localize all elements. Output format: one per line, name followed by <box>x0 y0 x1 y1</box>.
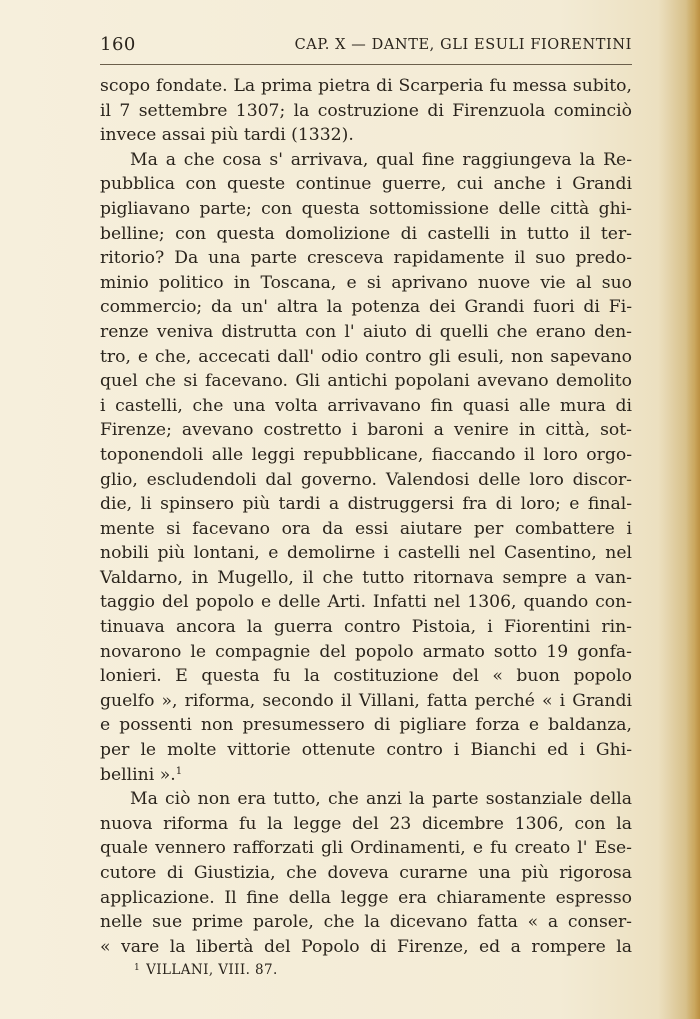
text-line: toponendoli alle leggi repubblicane, fiaccando il loro orgo- <box>100 444 632 465</box>
text-line: novarono le compagnie del popolo armato sotto 19 gonfa- <box>100 641 632 662</box>
text-line: applicazione. Il fine della legge era chiaramente espresso <box>100 887 632 908</box>
page-edge-shadow <box>686 0 700 1019</box>
text-line: taggio del popolo e delle Arti. Infatti nel 1306, quando con- <box>100 592 632 613</box>
body-text <box>100 74 632 959</box>
text-line: commercio; da un' altra la potenza dei Grandi fuori di Fi- <box>100 297 632 318</box>
page-header <box>100 34 632 58</box>
text-line: Valdarno, in Mugello, il che tutto ritornava sempre a van- <box>100 567 632 588</box>
header-rule <box>100 64 632 65</box>
text-line: renze veniva distrutta con l' aiuto di quelli che erano den- <box>100 321 632 342</box>
text-line: per le molte vittorie ottenute contro i Bianchi ed i Ghi- <box>100 740 632 761</box>
footnote <box>134 962 278 978</box>
text-line: i castelli, che una volta arrivavano fin quasi alle mura di <box>100 395 632 416</box>
text-line-content: bellini ». <box>100 764 176 785</box>
text-line: il 7 settembre 1307; la costruzione di Firenzuola cominciò <box>100 100 632 121</box>
footnote-reference: 1 <box>175 765 183 777</box>
text-line: quale vennero rafforzati gli Ordinamenti, e fu creato l' Ese- <box>100 838 632 859</box>
text-line: ritorio? Da una parte cresceva rapidamente il suo predo- <box>100 248 632 269</box>
text-line: quel che si facevano. Gli antichi popolani avevano demolito <box>100 371 632 392</box>
page-number: 160 <box>100 34 136 55</box>
text-line: minio politico in Toscana, e si aprivano nuove vie al suo <box>100 272 632 293</box>
text-line: pigliavano parte; con questa sottomissione delle città ghi- <box>100 198 632 219</box>
text-line: nelle sue prime parole, che la dicevano fatta « a conser- <box>100 912 632 933</box>
text-line <box>100 763 632 788</box>
paragraph-start-line: Ma ciò non era tutto, che anzi la parte sostanziale della <box>130 789 632 810</box>
text-line: invece assai più tardi (1332). <box>100 125 354 146</box>
text-line: guelfo », riforma, secondo il Villani, fatta perché « i Grandi <box>100 690 632 711</box>
footnote-text: VILLANI, VIII. 87. <box>146 962 278 978</box>
text-line: cutore di Giustizia, che doveva curarne una più rigorosa <box>100 863 632 883</box>
text-line: tinuava ancora la guerra contro Pistoia, i Fiorentini rin- <box>100 617 632 638</box>
paragraph-start-line: Ma a che cosa s' arrivava, qual fine raggiungeva la Re- <box>130 149 632 170</box>
text-line: mente si facevano ora da essi aiutare per combattere i <box>100 518 632 539</box>
text-line: belline; con questa domolizione di castelli in tutto il ter- <box>100 223 632 244</box>
text-line: nuova riforma fu la legge del 23 dicembre 1306, con la <box>100 813 632 834</box>
text-line: Firenze; avevano costretto i baroni a venire in città, sot- <box>100 420 632 441</box>
text-line: tro, e che, accecati dall' odio contro gli esuli, non sapevano <box>100 346 632 367</box>
text-line: nobili più lontani, e demolirne i castelli nel Casentino, nel <box>100 543 632 564</box>
text-line: e possenti non presumessero di pigliare forza e baldanza, <box>100 715 632 736</box>
text-line: scopo fondate. La prima pietra di Scarperia fu messa subito, <box>100 76 632 96</box>
text-line: glio, escludendoli dal governo. Valendosi delle loro discor- <box>100 469 632 490</box>
text-line: lonieri. E questa fu la costituzione del « buon popolo <box>100 666 632 687</box>
text-line: pubblica con queste continue guerre, cui anche i Grandi <box>100 174 632 195</box>
running-head: CAP. X — DANTE, GLI ESULI FIORENTINI <box>294 37 632 53</box>
footnote-mark: 1 <box>134 963 141 973</box>
text-line: die, li spinsero più tardi a distruggersi fra di loro; e final- <box>100 494 632 515</box>
text-line: « vare la libertà del Popolo di Firenze, ed a rompere la <box>100 936 632 957</box>
